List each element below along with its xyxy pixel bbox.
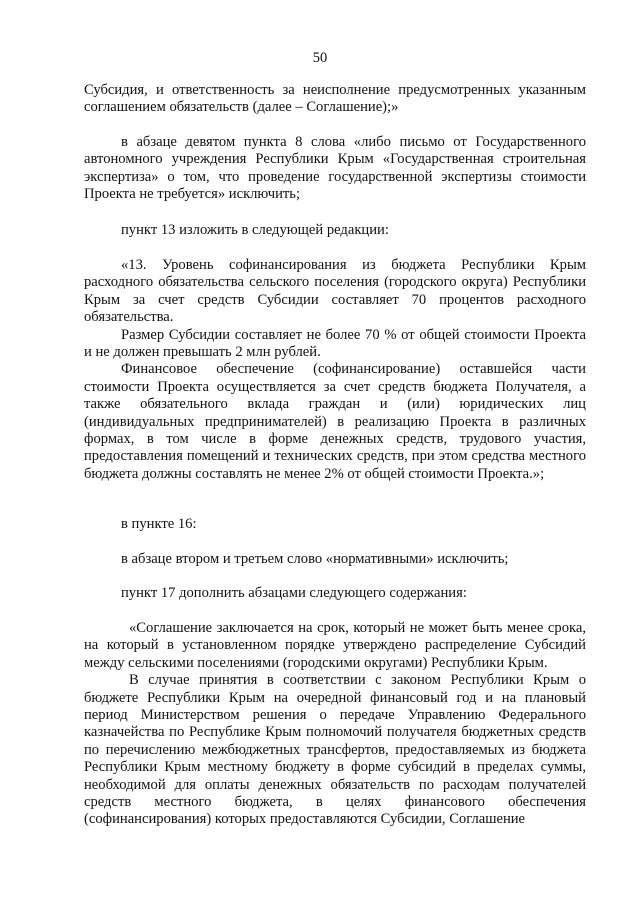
paragraph-clause-17-intro: пункт 17 дополнить абзацами следующего содержания: bbox=[121, 585, 467, 601]
paragraph-block-3 bbox=[84, 222, 586, 239]
paragraph-agreement-term: «Соглашение заключается на срок, который не может быть менее срока, на который в установленном порядке утверждено распределение Субсидий между сельскими поселениями (городскими округами) Республики Крым. bbox=[84, 620, 586, 671]
paragraph-block-8 bbox=[84, 620, 586, 829]
paragraph-block-6 bbox=[84, 551, 586, 568]
paragraph-clause-8-amendment: в абзаце девятом пункта 8 слова «либо письмо от Государственного автономного учреждения Республики Крым «Государственная строительная экспертиза» о том, что проведение государственной экспертизы стоимости Проекта не требуется» исключить; bbox=[84, 134, 586, 203]
paragraph-clause-16-amendment: в абзаце втором и третьем слово «нормативными» исключить; bbox=[121, 551, 509, 567]
paragraph-treasury-powers: В случае принятия в соответствии с законом Республики Крым о бюджете Республики Крым на очередной финансовый год и на плановый период Министерством решения о передаче Управлению Федерального казначейства по Республике Крым полномочий получателя бюджетных средств по перечислению межбюджетных трансфертов, предоставляемых из бюджета Республики Крым местному бюджету в форме субсидий в пределах суммы, необходимой для оплаты денежных обязательств по расходам получателей средств местного бюджета, в целях финансового обеспечения (софинансирования) которых предоставляются Субсидии, Соглашение bbox=[84, 672, 586, 828]
paragraph-subsidy-liability: Субсидия, и ответственность за неисполнение предусмотренных указанным соглашением обязательств (далее – Соглашение);» bbox=[84, 82, 586, 116]
paragraph-block-5 bbox=[84, 516, 586, 533]
paragraph-clause-13-cofinancing: «13. Уровень софинансирования из бюджета Республики Крым расходного обязательства сельского поселения (городского округа) Республики Крым за счет средств Субсидии составляет 70 процентов расходного обязательства. bbox=[84, 257, 586, 326]
paragraph-block-7 bbox=[84, 585, 586, 602]
paragraph-block-1 bbox=[84, 82, 586, 117]
paragraph-financial-support: Финансовое обеспечение (софинансирование) оставшейся части стоимости Проекта осуществляется за счет средств бюджета Получателя, а также обязательного вклада граждан и (или) юридических лиц (индивидуальных предпринимателей) в реализацию Проекта в различных формах, в том числе в форме денежных средств, трудового участия, предоставления помещений и технических средств, при этом средства местного бюджета должны составлять не менее 2% от общей стоимости Проекта.»; bbox=[84, 361, 586, 482]
page-number: 50 bbox=[312, 50, 328, 66]
paragraph-block-4 bbox=[84, 257, 586, 483]
paragraph-clause-16-intro: в пункте 16: bbox=[121, 516, 197, 532]
paragraph-subsidy-amount: Размер Субсидии составляет не более 70 % от общей стоимости Проекта и не должен превышать 2 млн рублей. bbox=[84, 326, 586, 361]
paragraph-clause-13-intro: пункт 13 изложить в следующей редакции: bbox=[121, 222, 389, 238]
paragraph-block-2 bbox=[84, 134, 586, 204]
